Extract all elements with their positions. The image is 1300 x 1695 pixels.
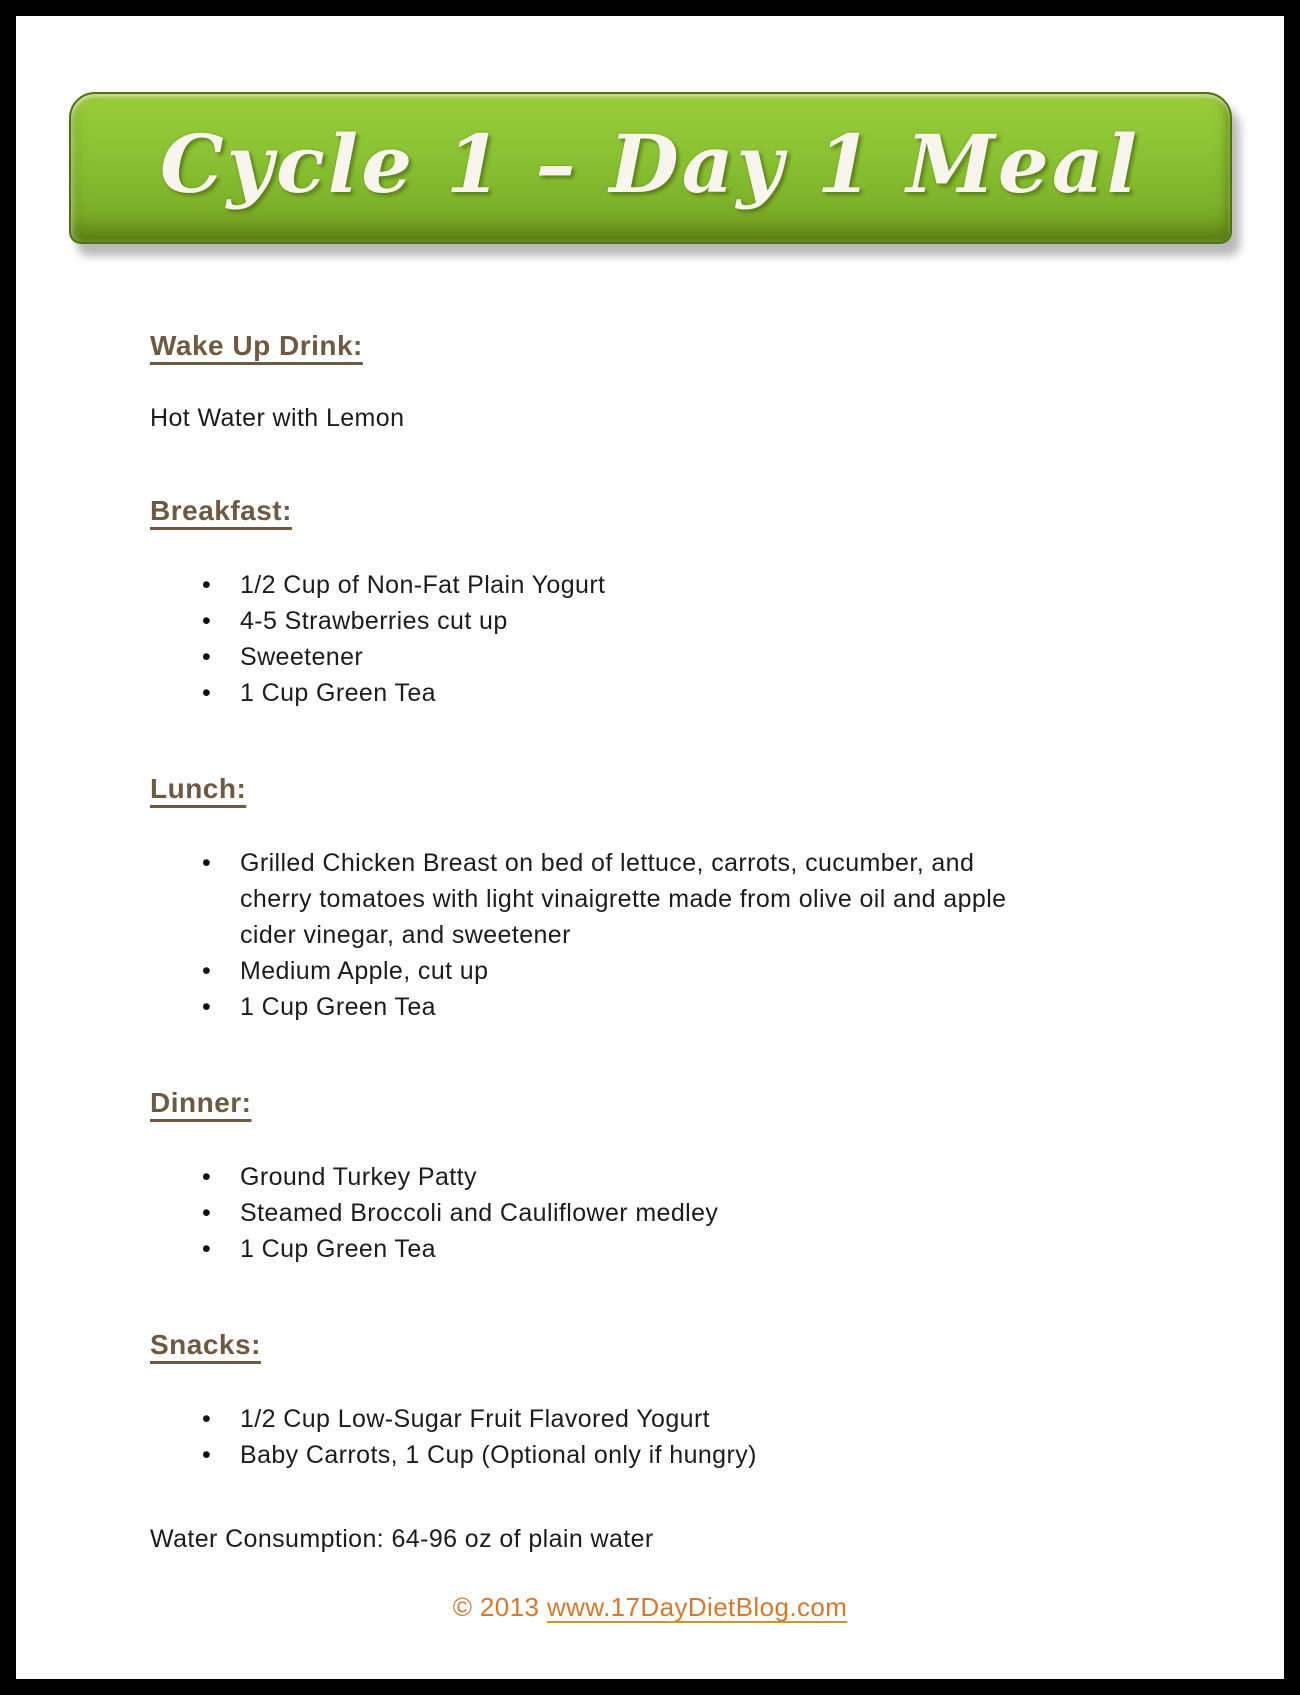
section-heading: Breakfast: [150, 495, 292, 526]
section-heading: Wake Up Drink: [150, 330, 363, 361]
bullet-icon: • [202, 1199, 212, 1227]
meal-section [150, 1329, 1214, 1473]
meal-item [202, 1437, 1047, 1473]
meal-item-text: 1/2 Cup Low-Sugar Fruit Flavored Yogurt [240, 1405, 711, 1433]
bullet-icon: • [202, 1405, 212, 1433]
bullet-icon: • [202, 1235, 212, 1263]
meal-item-text: 1 Cup Green Tea [240, 993, 436, 1021]
bullet-icon: • [202, 993, 212, 1021]
meal-item-text: Grilled Chicken Breast on bed of lettuce, carrots, cucumber, and cherry tomatoes with light vinaigrette made from olive oil and apple cider vinegar, and sweetener [240, 849, 1007, 949]
meal-item-text: Medium Apple, cut up [240, 957, 489, 985]
meal-item [202, 953, 1047, 989]
page-title: Cycle 1 – Day 1 Meal [159, 117, 1141, 211]
meal-item [202, 567, 1047, 603]
section-item-list [202, 1401, 1214, 1473]
meal-item [202, 989, 1047, 1025]
copyright-line [16, 1592, 1284, 1623]
section-item-list [202, 567, 1214, 711]
bullet-icon: • [202, 957, 212, 985]
bullet-icon: • [202, 1441, 212, 1469]
meal-item-text: 1 Cup Green Tea [240, 679, 436, 707]
meal-section [150, 773, 1214, 1025]
section-heading: Lunch: [150, 773, 247, 804]
meal-item [202, 675, 1047, 711]
meal-section [150, 1087, 1214, 1267]
meal-item-text: 1/2 Cup of Non-Fat Plain Yogurt [240, 571, 606, 599]
meal-sections [150, 330, 1214, 1473]
meal-item [202, 1159, 1047, 1195]
bullet-icon: • [202, 571, 212, 599]
meal-item [202, 603, 1047, 639]
section-heading: Dinner: [150, 1087, 252, 1118]
section-item-list [202, 845, 1214, 1025]
meal-item-text: Sweetener [240, 643, 364, 671]
meal-item [202, 845, 1047, 953]
meal-item-text: 4-5 Strawberries cut up [240, 607, 508, 635]
meal-item-text: Ground Turkey Patty [240, 1163, 477, 1191]
bullet-icon: • [202, 607, 212, 635]
meal-item [202, 1401, 1047, 1437]
meal-item [202, 1195, 1047, 1231]
section-item-list [202, 1159, 1214, 1267]
bullet-icon: • [202, 679, 212, 707]
meal-section [150, 495, 1214, 711]
meal-item [202, 639, 1047, 675]
section-paragraph: Hot Water with Lemon [150, 404, 405, 432]
meal-item-text: Steamed Broccoli and Cauliflower medley [240, 1199, 719, 1227]
water-consumption-note: Water Consumption: 64-96 oz of plain water [150, 1525, 654, 1553]
bullet-icon: • [202, 643, 212, 671]
copyright-year: © 2013 [452, 1592, 547, 1622]
diet-blog-link[interactable]: www.17DayDietBlog.com [546, 1592, 848, 1622]
meal-item-text: 1 Cup Green Tea [240, 1235, 436, 1263]
bullet-icon: • [202, 849, 212, 877]
meal-item [202, 1231, 1047, 1267]
bullet-icon: • [202, 1163, 212, 1191]
title-banner [69, 92, 1232, 244]
meal-item-text: Baby Carrots, 1 Cup (Optional only if hungry) [240, 1441, 757, 1469]
section-heading: Snacks: [150, 1329, 261, 1360]
meal-section [150, 330, 1214, 433]
